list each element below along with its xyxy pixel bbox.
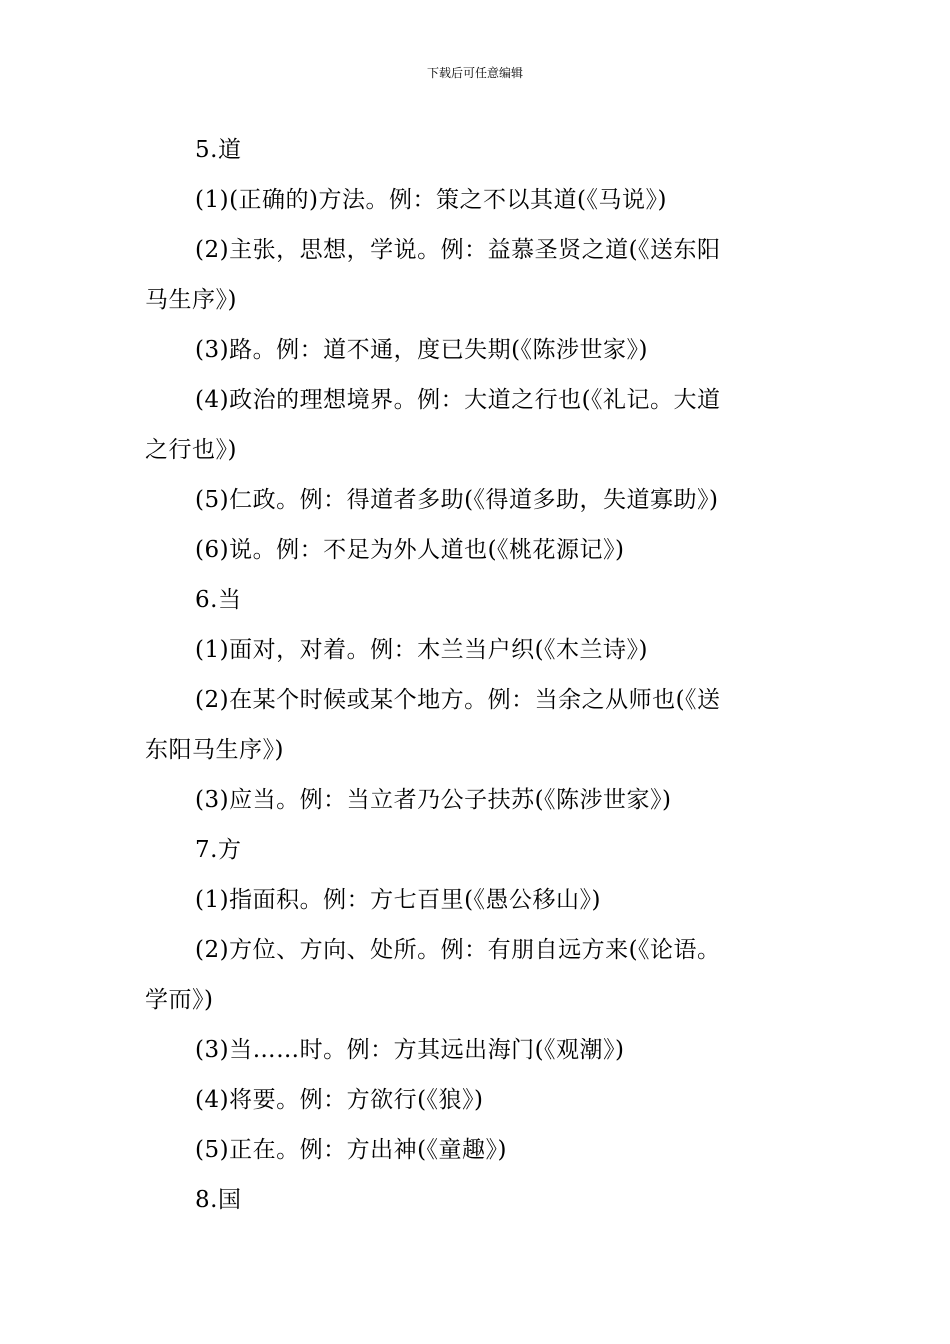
definition-line-continuation: 马生序》) — [145, 287, 237, 313]
section-heading-fang: 7.方 — [195, 837, 242, 863]
definition-line: (5)正在。例：方出神(《童趣》) — [195, 1137, 508, 1163]
definition-line: (1)面对，对着。例：木兰当户织(《木兰诗》) — [195, 637, 649, 663]
section-heading-dao: 5.道 — [195, 137, 242, 163]
definition-line: (3)路。例：道不通，度已失期(《陈涉世家》) — [195, 337, 649, 363]
definition-line: (4)将要。例：方欲行(《狼》) — [195, 1087, 484, 1113]
definition-line: (2)主张，思想，学说。例：益慕圣贤之道(《送东阳 — [195, 237, 721, 263]
definition-line: (5)仁政。例：得道者多助(《得道多助，失道寡助》) — [195, 487, 719, 513]
definition-line-continuation: 学而》) — [145, 987, 214, 1013]
definition-line-continuation: 东阳马生序》) — [145, 737, 284, 763]
definition-line: (1)(正确的)方法。例：策之不以其道(《马说》) — [195, 187, 667, 213]
definition-line: (1)指面积。例：方七百里(《愚公移山》) — [195, 887, 602, 913]
document-body — [145, 125, 815, 1225]
definition-line: (2)在某个时候或某个地方。例：当余之从师也(《送 — [195, 687, 721, 713]
definition-line: (2)方位、方向、处所。例：有朋自远方来(《论语。 — [195, 937, 721, 963]
definition-line: (6)说。例：不足为外人道也(《桃花源记》) — [195, 537, 625, 563]
section-heading-dang: 6.当 — [195, 587, 242, 613]
section-heading-guo: 8.国 — [195, 1187, 242, 1213]
definition-line: (3)当……时。例：方其远出海门(《观潮》) — [195, 1037, 625, 1063]
definition-line: (3)应当。例：当立者乃公子扶苏(《陈涉世家》) — [195, 787, 672, 813]
definition-line-continuation: 之行也》) — [145, 437, 237, 463]
definition-line: (4)政治的理想境界。例：大道之行也(《礼记。大道 — [195, 387, 721, 413]
page-header: 下载后可任意编辑 — [426, 66, 523, 80]
